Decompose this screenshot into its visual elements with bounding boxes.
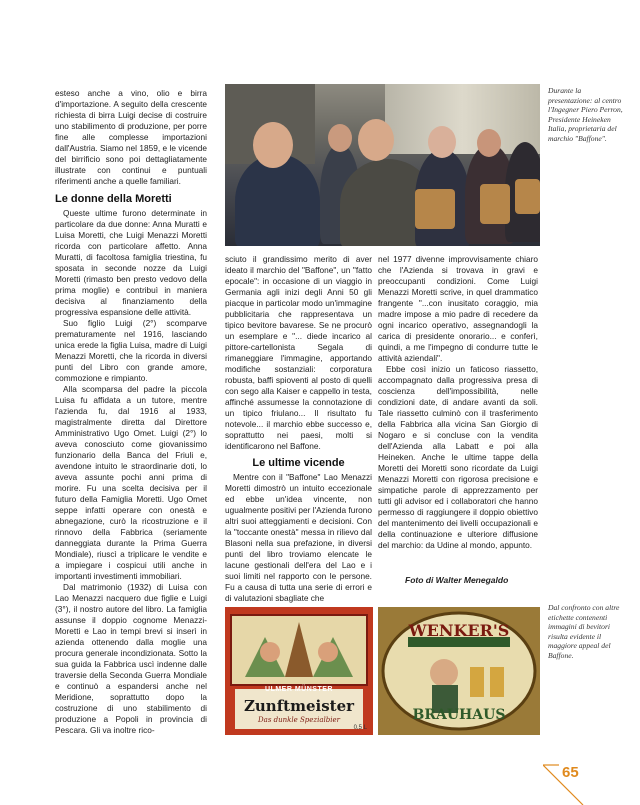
audience-photo [225,84,540,246]
photo-caption-top: Durante la presentazione: al centro l'Ingegner Piero Perron, Presidente Heineken Italia, proprietaria del marchio "Baffone". [548,86,623,143]
person-head [428,126,456,158]
label-brand: ULMER MÜNSTER [265,686,333,693]
paragraph: Dal matrimonio (1932) di Luisa con Lao Menazzi nacquero due figlie e Luigi (3°), il nostro autore del libro. La famiglia assunse il doppio cognome Menazzi-Moretti e Lao in tempi brevi si inserì in azienda ottenendo dalla moglie una procura generale incondizionata. Sotto la sua guida la Fabbrica uscì indenne dalle traversie della Seconda Guerra Mondiale e continuò a espandersi anche nel Meridione, soprattutto dopo la costruzione di uno stabilimento di produzione a Popoli in provincia di Pescara. Gli va inoltre rico- [55,582,207,735]
chair [515,179,540,214]
label-top-text: WENKER'S [408,621,510,640]
label-bottom-text: BRAUHAUS [412,707,506,723]
section-heading-donne: Le donne della Moretti [55,193,172,205]
paragraph: Suo figlio Luigi (2°) scomparve prematuramente nel 1916, lasciando unica erede la figlia Luisa, madre di Luigi Menazzi Moretti, che la ricorda in diversi punti del Libro con grande amore, commozione e rimpianto. [55,318,207,383]
intro-paragraph: esteso anche a vino, olio e birra d'importazione. A seguito della crescente richiesta di birra Luigi decise di costruire uno stabilimento di produzione, per porre fine alle complesse importazioni dall'Austria. Siamo nel 1859, e le vicende del birrificio sono poi dettagliatamente illustrate con continui e puntuali riferimenti anche a quelle familiari. [55,88,207,186]
label-subtitle: Das dunkle Spezialbier [258,716,340,724]
paragraph: Mentre con il "Baffone" Lao Menazzi Moretti dimostrò un intuito eccezionale ed ebbe un'idea vincente, non ugualmente positivi per l'Azienda furono altri suoi atteggiamenti e decisioni. Con la "toccante onestà" messa in rilievo dal Blasoni nella sua prefazione, in diversi punti del libro troviamo elencate le lacune gestionali dell'era del Lao e i suoi limiti nel rapporto con le persone. Fu a causa di tutta una serie di errori e di valutazioni sbagliate che [225,472,372,603]
photo-credit: Foto di Walter Menegaldo [405,575,509,585]
paragraph: sciuto il grandissimo merito di aver ideato il marchio del "Baffone", un "fatto epocale": in occasione di un viaggio in Germania agli inizi degli Anni 50 gli piacque in particolar modo un'immagine pubblicitaria che rappresentava un tipico bevitore bavarese. Se ne procurò un esemplare e "... diede incarico al pittore-cartellonista Segala di rimaneggiare l'immagine, apportando modifiche sostanziali: corporatura robusta, baffi spioventi al posto di quelli con sego alla Kaiser e cappello in testa, affinché assumesse la connotazione di un tipico friulano... Il risultato fu notevole... il marchio ebbe successo e, soprattutto nei paesi, molti si identificarono nel Baffone. [225,254,372,451]
text-column-1 [55,88,207,736]
person-head [328,124,352,152]
text-column-3 [378,254,538,551]
beer-label-wenkers [378,607,540,735]
page-number: 65 [562,764,579,781]
person-silhouette [235,154,320,246]
beer-label-ulmer [225,607,373,735]
person-head [358,119,394,161]
photo-background-light [385,84,540,154]
paragraph: nel 1977 divenne improvvisamente chiaro che l'Azienda si trovava in gravi e preoccupanti condizioni. Come Luigi Menazzi Moretti scrive, in quel drammatico frangente "...con inusitato coraggio, mia madre impose a mio padre di recedere da ogni incarico operativo, assegnandogli la carica di presidente onorario... e conferì, quindi, a me l'impegno di condurre tutte le attività aziendali". [378,254,538,363]
paragraph: Queste ultime furono determinate in particolare da due donne: Anna Muratti e Luisa Moretti, che Luigi Menazzi Moretti ricorda con particolare affetto. Anna Muratti, di facoltosa famiglia triestina, fu sposata in seconde nozze da Luigi Moretti (rimasto ben presto vedovo della prima moglie) e contribuì in maniera decisiva al finanziamento della progressiva espansione delle attività. [55,208,207,317]
section-heading-vicende: Le ultime vicende [252,457,345,469]
person-head [477,129,501,157]
chair [415,189,455,229]
paragraph: Ebbe così inizio un faticoso riassetto, accompagnato dalla progressiva presa di coscienza dell'impossibilità, nelle condizioni date, di andare avanti da soli. Tale riassetto culminò con il trasferimento della Fabbrica alla vicina San Giorgio di Nogaro e si concluse con la vendita dell'Azienda alla Labatt e poi alla Heineken. Anche le ultime tappe della Moretti dei Moretti sono ricordate da Luigi Menazzi Moretti con rigorosa precisione e simpatiche parole di apprezzamento per tutti gli advisor ed i collaboratori che hanno permesso di raggiungere il doppio obiettivo del mantenimento dei livelli occupazionali e della continuazione e ulteriore diffusione del marchio: da Udine al mondo, appunto. [378,364,538,550]
labels-caption: Dal confronto con altre etichette contenenti immagini di bevitori risulta evidente il maggiore appeal del Baffone. [548,603,620,660]
paragraph: Alla scomparsa del padre la piccola Luisa fu affidata a un tutore, mentre l'azienda fu, dal 1916 al 1933, magistralmente diretta dal Direttore Amministrativo Ugo Omet. Luigi (2°) lo aveva conosciuto come giovanissimo funzionario della Banca del Friuli e, avendone intuito le straordinarie doti, lo aveva assunte pochi anni prima di morire. Fu una scelta decisiva per il futuro della Famiglia Moretti. Ugo Omet seppe infatti operare con onestà e abnegazione, curò la ricostruzione e il rinnovo della Fabbrica (seriamente danneggiata durante la Prima Guerra Mondiale), riuscì a triplicare le vendite e a impiegare i cospicui utili anche in importanti investimenti immobiliari. [55,384,207,581]
label-name: Zunftmeister [243,697,355,715]
chair [480,184,510,224]
person-head [253,122,293,168]
label-volume: 0,5 L [353,725,367,731]
text-column-2 [225,254,372,604]
